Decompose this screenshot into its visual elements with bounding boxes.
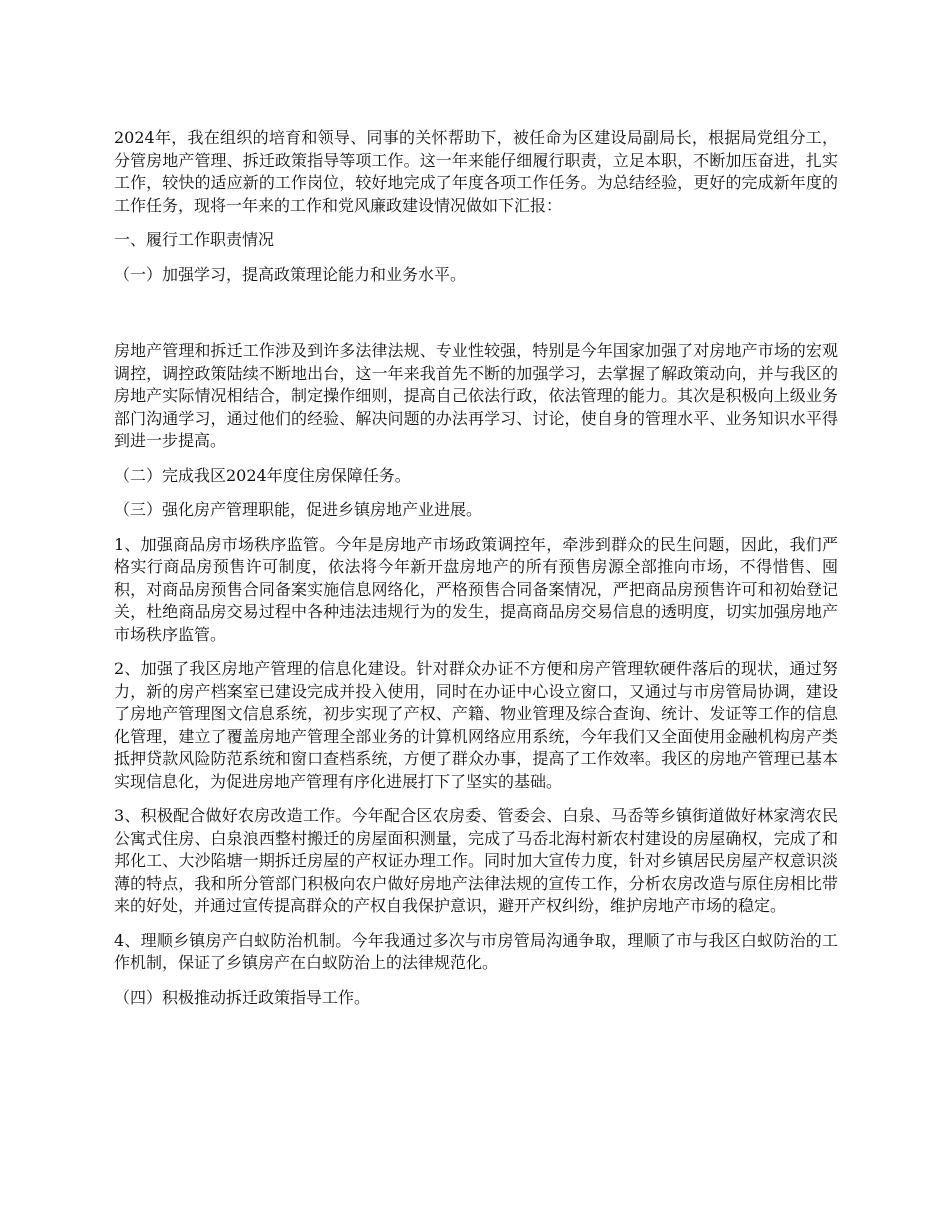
item-paragraph-3: 3、积极配合做好农房改造工作。今年配合区农房委、管委会、白泉、马岙等乡镇街道做好林家湾农民公寓式住房、白泉浪西整村搬迁的房屋面积测量，完成了马岙北海村新农村建设的房屋确权，完成了和邦化工、大沙陷塘一期拆迁房屋的产权证办理工作。同时加大宣传力度，针对乡镇居民房屋产权意识淡薄的特点，我和所分管部门积极向农户做好房地产法律法规的宣传工作，分析农房改造与原住房相比带来的好处，并通过宣传提高群众的产权自我保护意识，避开产权纠纷，维护房地产市场的稳定。 (114, 806, 838, 915)
subsection-heading-4: （四）积极推动拆迁政策指导工作。 (114, 987, 371, 1007)
item-paragraph-1: 1、加强商品房市场秩序监管。今年是房地产市场政策调控年，牵涉到群众的民生问题，因此，我们严格实行商品房预售许可制度，依法将今年新开盘房地产的所有预售房源全部推向市场，不得惜售、囤积，对商品房预售合同备案实施信息网络化，严格预售合同备案情况，严把商品房预售许可和初始登记关，杜绝商品房交易过程中各种违法违规行为的发生，提高商品房交易信息的透明度，切实加强房地产市场秩序监管。 (114, 534, 838, 644)
subsection-heading-1: （一）加强学习，提高政策理论能力和业务水平。 (114, 264, 467, 284)
subsection-heading-2: （二）完成我区2024年度住房保障任务。 (114, 465, 411, 485)
subsection-heading-3: （三）强化房产管理职能，促进乡镇房地产业进展。 (114, 500, 483, 519)
blank-gap (114, 298, 838, 340)
item-paragraph-2: 2、加强了我区房地产管理的信息化建设。针对群众办证不方便和房产管理软硬件落后的现状，通过努力，新的房产档案室已建设完成并投入使用，同时在办证中心设立窗口，又通过与市房管局协调，建设了房地产管理图文信息系统，初步实现了产权、产籍、物业管理及综合查询、统计、发证等工作的信息化管理，建立了覆盖房地产管理全部业务的计算机网络应用系统，今年我们又全面使用金融机构房产类抵押贷款风险防范系统和窗口查档系统，方便了群众办事，提高了工作效率。我区的房地产管理已基本实现信息化，为促进房地产管理有序化进展打下了坚实的基础。 (114, 659, 838, 791)
intro-paragraph: 2024年，我在组织的培育和领导、同事的关怀帮助下，被任命为区建设局副局长，根据局党组分工，分管房地产管理、拆迁政策指导等项工作。这一年来能仔细履行职责，立足本职，不断加压奋进，扎实工作，较快的适应新的工作岗位，较好地完成了年度各项工作任务。为总结经验，更好的完成新年度的工作任务，现将一年来的工作和党风廉政建设情况做如下汇报： (114, 128, 838, 215)
document-body (114, 127, 838, 1021)
study-paragraph: 房地产管理和拆迁工作涉及到许多法律法规、专业性较强，特别是今年国家加强了对房地产市场的宏观调控，调控政策陆续不断地出台，这一年来我首先不断的加强学习，去掌握了解政策动向，并与我区的房地产实际情况相结合，制定操作细则，提高自己依法行政，依法管理的能力。其次是积极向上级业务部门沟通学习，通过他们的经验、解决问题的办法再学习、讨论，使自身的管理水平、业务知识水平得到进一步提高。 (114, 341, 838, 450)
item-paragraph-4: 4、理顺乡镇房产白蚁防治机制。今年我通过多次与市房管局沟通争取，理顺了市与我区白蚁防治的工作机制，保证了乡镇房产在白蚁防治上的法律规范化。 (114, 930, 838, 972)
section-heading-1: 一、履行工作职责情况 (114, 230, 275, 249)
